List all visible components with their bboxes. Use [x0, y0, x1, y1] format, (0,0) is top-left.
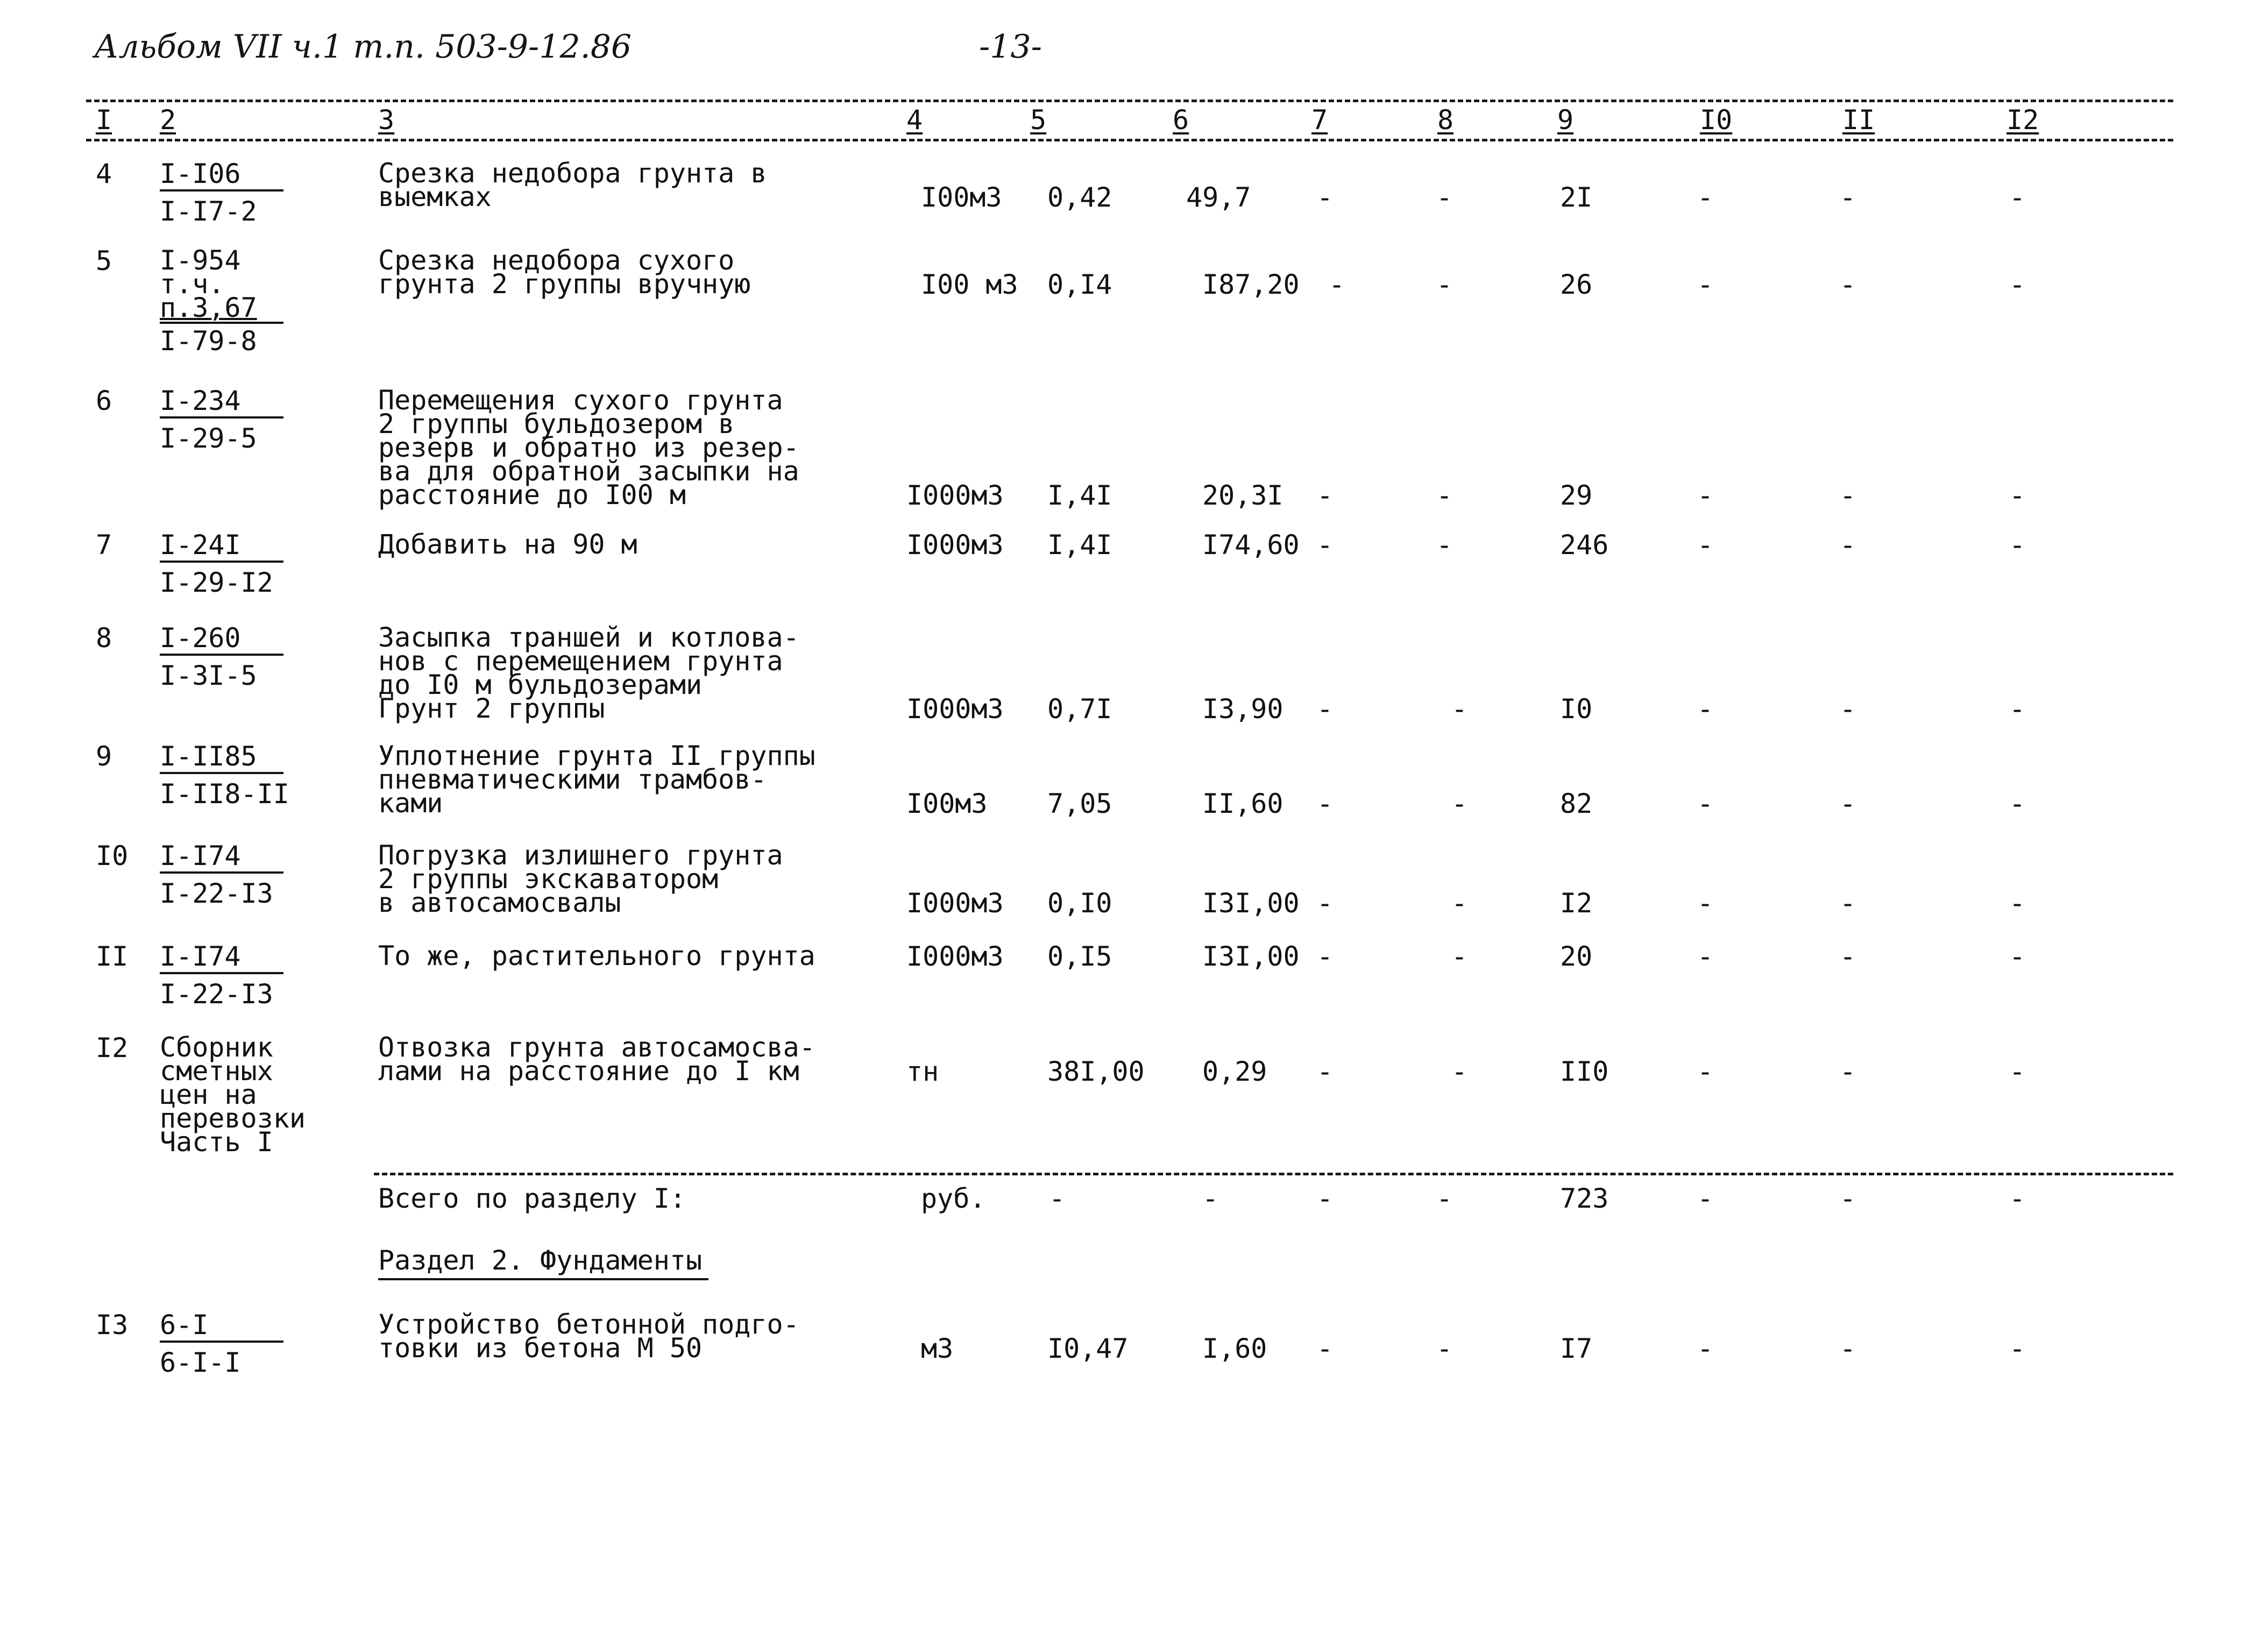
col11-cell: -	[1840, 182, 1856, 213]
unit-cell: I000м3	[906, 480, 1004, 511]
quantity-cell: 7,05	[1047, 788, 1112, 819]
total-cell: 26	[1560, 269, 1593, 300]
norm-code: I-I74 I-22-I3	[160, 944, 283, 1006]
col12-cell: -	[2009, 941, 2026, 972]
unit-cell: тн	[906, 1056, 939, 1087]
total-cell: I2	[1560, 888, 1593, 919]
col7-cell: -	[1317, 182, 1334, 213]
unit-price-cell: I,60	[1202, 1333, 1267, 1364]
subtotal-col11: -	[1840, 1183, 1856, 1214]
norm-code: Сборник сметных цен на перевозки Часть I	[160, 1032, 306, 1158]
total-cell: I0	[1560, 693, 1593, 725]
row-number: II	[96, 941, 129, 972]
total-cell: 2I	[1560, 182, 1593, 213]
col8-cell: -	[1436, 182, 1453, 213]
col11-cell: -	[1840, 269, 1856, 300]
norm-code: I-II85 I-II8-II	[160, 741, 289, 810]
header-bottom-rule	[86, 139, 2173, 141]
col8-cell: -	[1451, 888, 1468, 919]
work-description: Срезка недобора грунта в выемках	[378, 158, 767, 212]
table-row	[0, 740, 2255, 830]
norm-code: I-24I I-29-I2	[160, 533, 283, 595]
col10-cell: -	[1697, 1333, 1714, 1364]
unit-cell: I00м3	[906, 788, 988, 819]
col7-cell: -	[1329, 269, 1345, 300]
column-header-10: I0	[1700, 104, 1733, 136]
unit-price-cell: I3,90	[1202, 693, 1283, 725]
col12-cell: -	[2009, 480, 2026, 511]
album-reference: Альбом VII ч.1 т.п. 503-9-12.86	[94, 28, 632, 66]
unit-cell: м3	[921, 1333, 954, 1364]
row-number: I0	[96, 840, 129, 871]
header-top-rule	[86, 100, 2173, 102]
col12-cell: -	[2009, 182, 2026, 213]
quantity-cell: 38I,00	[1047, 1056, 1145, 1087]
subtotal-col8: -	[1436, 1183, 1453, 1214]
norm-code: I-954 т.ч. п.3,67 I-79-8	[160, 249, 283, 353]
norm-code: I-I74 I-22-I3	[160, 843, 283, 906]
col10-cell: -	[1697, 888, 1714, 919]
total-cell: 29	[1560, 480, 1593, 511]
subtotal-col10: -	[1697, 1183, 1714, 1214]
quantity-cell: I,4I	[1047, 480, 1112, 511]
col7-cell: -	[1317, 529, 1334, 561]
col11-cell: -	[1840, 888, 1856, 919]
total-cell: I7	[1560, 1333, 1593, 1364]
column-header-8: 8	[1437, 104, 1454, 136]
quantity-cell: 0,I0	[1047, 888, 1112, 919]
subtotal-col7: -	[1317, 1183, 1334, 1214]
norm-code: I-260 I-3I-5	[160, 626, 283, 688]
quantity-cell: 0,I4	[1047, 269, 1112, 300]
total-cell: II0	[1560, 1056, 1609, 1087]
row-number: 6	[96, 385, 112, 416]
table-row	[0, 385, 2255, 517]
norm-code: I-I06 I-I7-2	[160, 161, 283, 224]
unit-price-cell: 49,7	[1186, 182, 1251, 213]
col10-cell: -	[1697, 941, 1714, 972]
subtotal-col12: -	[2009, 1183, 2026, 1214]
col7-cell: -	[1317, 941, 1334, 972]
unit-price-cell: 20,3I	[1202, 480, 1283, 511]
col12-cell: -	[2009, 1056, 2026, 1087]
unit-cell: I000м3	[906, 941, 1004, 972]
col7-cell: -	[1317, 1333, 1334, 1364]
row-number: 5	[96, 245, 112, 276]
col10-cell: -	[1697, 529, 1714, 561]
row-number: I2	[96, 1032, 129, 1063]
col11-cell: -	[1840, 693, 1856, 725]
table-row	[0, 158, 2255, 242]
table-row	[0, 245, 2255, 372]
work-description: Засыпка траншей и котлова- нов с перемещением грунта до I0 м бульдозерами Грунт 2 группы	[378, 622, 799, 724]
row-number: 4	[96, 158, 112, 189]
total-cell: 20	[1560, 941, 1593, 972]
col8-cell: -	[1451, 1056, 1468, 1087]
unit-cell: I00м3	[921, 182, 1002, 213]
col10-cell: -	[1697, 1056, 1714, 1087]
col11-cell: -	[1840, 788, 1856, 819]
column-header-2: 2	[160, 104, 176, 136]
work-description: Добавить на 90 м	[378, 529, 637, 560]
unit-price-cell: 0,29	[1202, 1056, 1267, 1087]
column-header-1: I	[96, 104, 112, 136]
total-cell: 82	[1560, 788, 1593, 819]
col8-cell: -	[1436, 1333, 1453, 1364]
col7-cell: -	[1317, 693, 1334, 725]
unit-cell: I000м3	[906, 888, 1004, 919]
col12-cell: -	[2009, 529, 2026, 561]
unit-cell: I00 м3	[921, 269, 1018, 300]
col11-cell: -	[1840, 1333, 1856, 1364]
unit-price-cell: I3I,00	[1202, 941, 1300, 972]
column-header-11: II	[1842, 104, 1875, 136]
quantity-cell: 0,42	[1047, 182, 1112, 213]
unit-price-cell: II,60	[1202, 788, 1283, 819]
table-row	[0, 1309, 2255, 1388]
subtotal-unit: руб.	[921, 1183, 986, 1214]
col8-cell: -	[1436, 529, 1453, 561]
section-heading: Раздел 2. Фундаменты	[378, 1248, 708, 1273]
row-number: 9	[96, 741, 112, 772]
table-row	[0, 940, 2255, 1019]
quantity-cell: 0,I5	[1047, 941, 1112, 972]
col7-cell: -	[1317, 480, 1334, 511]
work-description: Перемещения сухого грунта 2 группы бульдозером в резерв и обратно из резер- ва для обратной засыпки на расстояние до I00 м	[378, 385, 799, 511]
work-description: Отвозка грунта автосамосва- лами на расстояние до I км	[378, 1032, 816, 1087]
table-row	[0, 840, 2255, 930]
column-header-4: 4	[906, 104, 923, 136]
col12-cell: -	[2009, 1333, 2026, 1364]
column-header-7: 7	[1311, 104, 1328, 136]
table-row	[0, 529, 2255, 608]
col11-cell: -	[1840, 480, 1856, 511]
work-description: Уплотнение грунта II группы пневматическими трамбов- ками	[378, 740, 816, 819]
table-row	[0, 1032, 2255, 1170]
work-description: Срезка недобора сухого грунта 2 группы вручную	[378, 245, 751, 300]
quantity-cell: I0,47	[1047, 1333, 1129, 1364]
col10-cell: -	[1697, 182, 1714, 213]
col7-cell: -	[1317, 888, 1334, 919]
quantity-cell: 0,7I	[1047, 693, 1112, 725]
subtotal-quantity: -	[1049, 1183, 1066, 1214]
quantity-cell: I,4I	[1047, 529, 1112, 561]
col12-cell: -	[2009, 269, 2026, 300]
col11-cell: -	[1840, 1056, 1856, 1087]
row-number: I3	[96, 1309, 129, 1341]
unit-price-cell: I87,20	[1202, 269, 1300, 300]
unit-price-cell: I74,60	[1202, 529, 1300, 561]
col8-cell: -	[1451, 941, 1468, 972]
col7-cell: -	[1317, 1056, 1334, 1087]
row-number: 7	[96, 529, 112, 561]
col11-cell: -	[1840, 941, 1856, 972]
col11-cell: -	[1840, 529, 1856, 561]
col7-cell: -	[1317, 788, 1334, 819]
col10-cell: -	[1697, 693, 1714, 725]
norm-code: I-234 I-29-5	[160, 388, 283, 451]
col10-cell: -	[1697, 480, 1714, 511]
col8-cell: -	[1451, 693, 1468, 725]
col10-cell: -	[1697, 788, 1714, 819]
column-header-9: 9	[1557, 104, 1574, 136]
subtotal-row	[0, 1183, 2255, 1218]
column-header-6: 6	[1173, 104, 1189, 136]
column-header-5: 5	[1030, 104, 1047, 136]
col12-cell: -	[2009, 888, 2026, 919]
column-header-3: 3	[378, 104, 395, 136]
table-row	[0, 622, 2255, 733]
total-cell: 246	[1560, 529, 1609, 561]
col8-cell: -	[1436, 480, 1453, 511]
unit-cell: I000м3	[906, 529, 1004, 561]
col10-cell: -	[1697, 269, 1714, 300]
col8-cell: -	[1451, 788, 1468, 819]
unit-price-cell: I3I,00	[1202, 888, 1300, 919]
work-description: Устройство бетонной подго- товки из бетона М 50	[378, 1309, 799, 1364]
unit-cell: I000м3	[906, 693, 1004, 725]
subtotal-label: Всего по разделу I:	[378, 1183, 686, 1214]
work-description: Погрузка излишнего грунта 2 группы экскаватором в автосамосвалы	[378, 840, 783, 918]
subtotal-price: -	[1202, 1183, 1219, 1214]
col12-cell: -	[2009, 693, 2026, 725]
col8-cell: -	[1436, 269, 1453, 300]
page-number: -13-	[979, 28, 1042, 66]
column-header-12: I2	[2006, 104, 2039, 136]
norm-code: 6-I 6-I-I	[160, 1313, 283, 1375]
col12-cell: -	[2009, 788, 2026, 819]
subtotal-rule	[374, 1173, 2173, 1175]
subtotal-total: 723	[1560, 1183, 1609, 1214]
row-number: 8	[96, 622, 112, 654]
work-description: То же, растительного грунта	[378, 940, 816, 972]
